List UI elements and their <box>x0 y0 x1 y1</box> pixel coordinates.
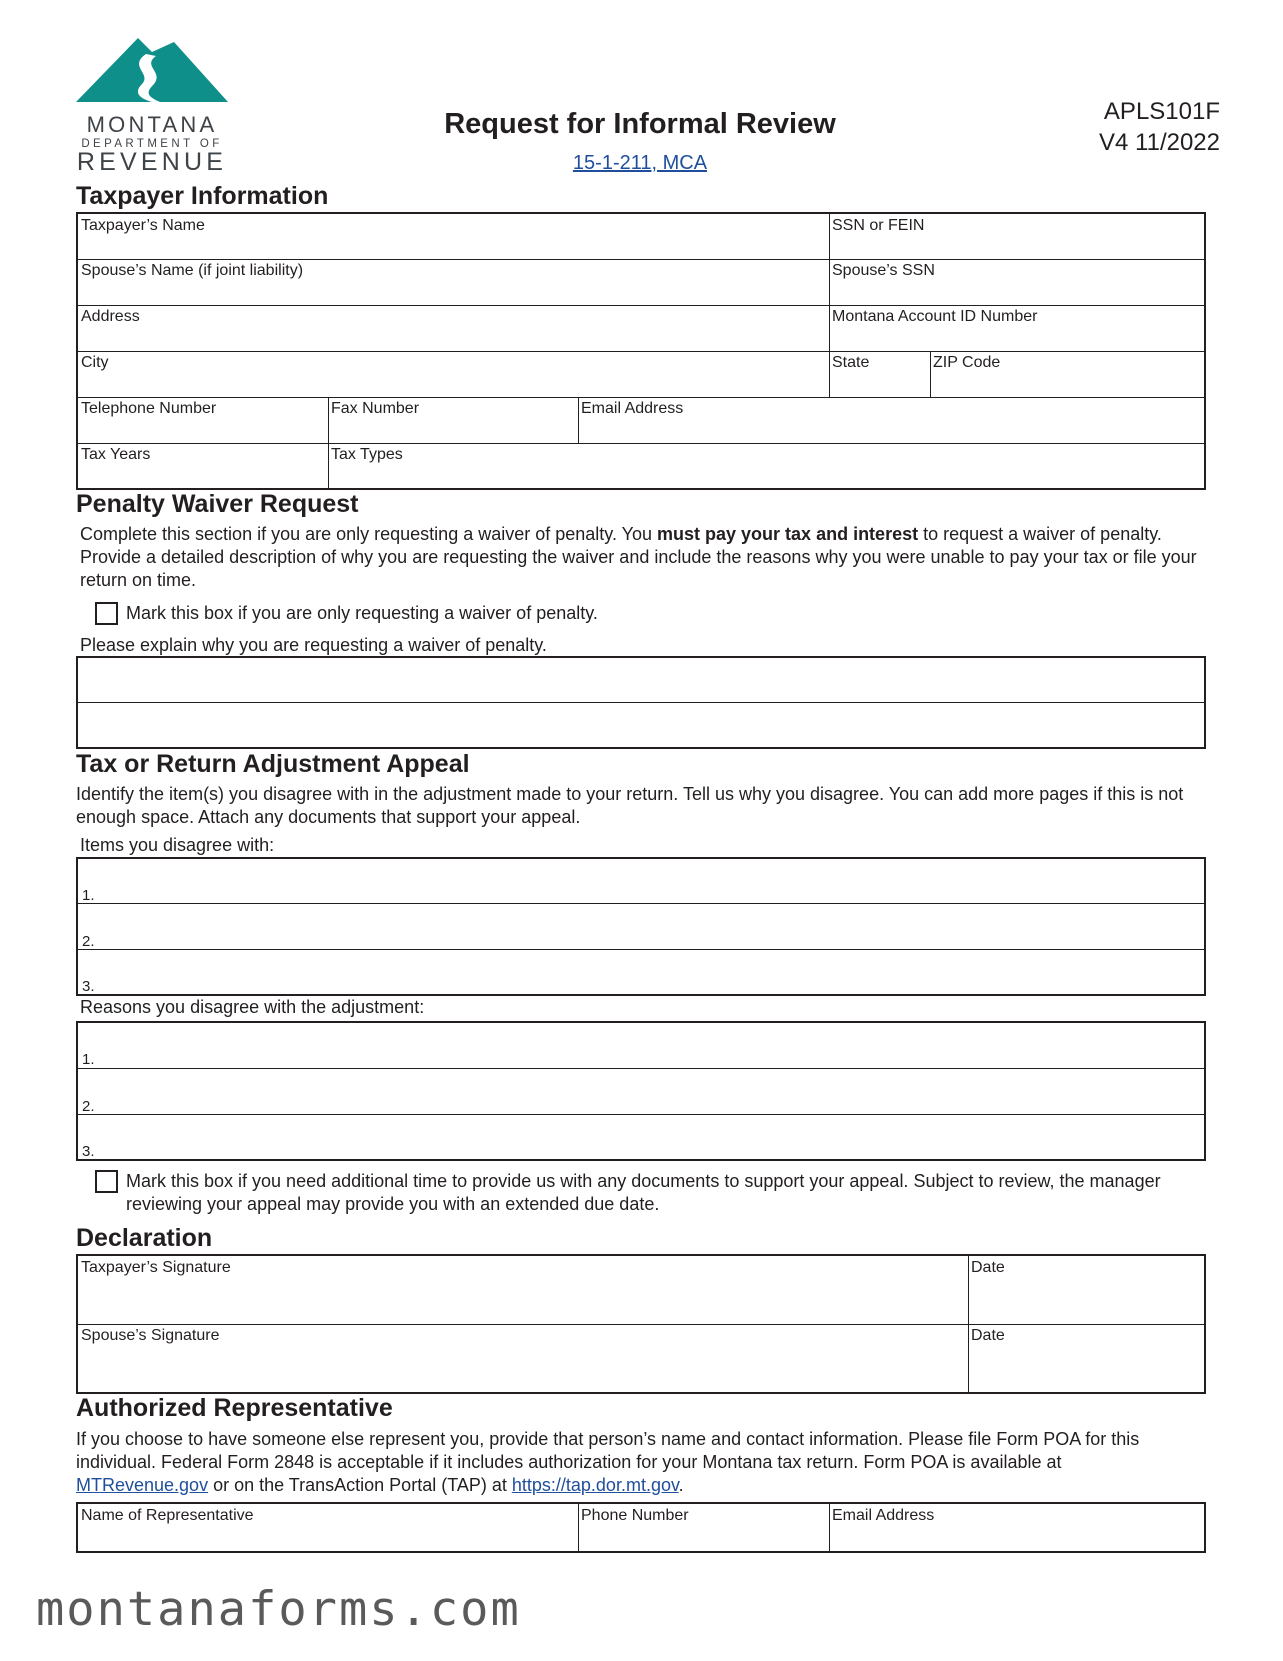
telephone-field[interactable] <box>78 397 328 443</box>
date-field-2[interactable] <box>968 1324 1204 1392</box>
taxpayer-name-field[interactable] <box>78 214 829 259</box>
state-field[interactable] <box>829 351 930 397</box>
logo-word-montana: MONTANA <box>86 112 218 137</box>
email-field[interactable] <box>578 397 1204 443</box>
penalty-explain-box[interactable] <box>76 656 1206 749</box>
taxpayer-signature-label: Taxpayer’s Signature <box>81 1259 231 1276</box>
address-field[interactable] <box>78 305 829 351</box>
section-heading-representative: Authorized Representative <box>76 1394 393 1422</box>
form-id-block <box>1040 96 1220 158</box>
account-id-field[interactable] <box>829 305 1204 351</box>
logo-word-department: DEPARTMENT OF <box>81 138 223 150</box>
tap-link[interactable]: https://tap.dor.mt.gov <box>511 1475 679 1495</box>
statute-link-wrap <box>400 152 880 175</box>
representative-intro-period: . <box>678 1475 684 1495</box>
account-id-label: Montana Account ID Number <box>832 308 1038 325</box>
taxpayer-signature-field[interactable] <box>78 1256 968 1324</box>
spouse-ssn-label: Spouse’s SSN <box>832 262 935 279</box>
taxpayer-name-label: Taxpayer’s Name <box>81 217 205 234</box>
form-version: V4 11/2022 <box>1099 129 1220 156</box>
additional-time-checkbox[interactable] <box>95 1170 118 1193</box>
representative-phone-label: Phone Number <box>581 1507 689 1524</box>
form-id: APLS101F <box>1103 98 1220 125</box>
page-title: Request for Informal Review <box>444 108 836 140</box>
representative-email-label: Email Address <box>832 1507 935 1524</box>
reason-number-3: 3. <box>82 1143 95 1160</box>
spouse-ssn-field[interactable] <box>829 259 1204 305</box>
address-label: Address <box>81 308 140 325</box>
items-label: Items you disagree with: <box>80 835 275 855</box>
state-label: State <box>832 354 870 371</box>
items-table[interactable] <box>76 857 1206 996</box>
statute-link[interactable]: 15-1-211, MCA <box>572 152 708 174</box>
fax-field[interactable] <box>328 397 578 443</box>
date-label-2: Date <box>971 1327 1005 1344</box>
representative-phone-field[interactable] <box>578 1504 829 1551</box>
additional-time-checkbox-label: Mark this box if you need additional time to provide us with any documents to support your appeal. Subject to review, the manager reviewing your appeal may provide you with an extended due date. <box>126 1171 1161 1214</box>
spouse-signature-label: Spouse’s Signature <box>81 1327 220 1344</box>
reason-number-2: 2. <box>82 1098 95 1115</box>
representative-name-field[interactable] <box>78 1504 578 1551</box>
date-field-1[interactable] <box>968 1256 1204 1324</box>
zip-label: ZIP Code <box>933 354 1001 371</box>
penalty-only-checkbox[interactable] <box>95 602 118 625</box>
item-number-1: 1. <box>82 887 95 904</box>
email-label: Email Address <box>581 400 684 417</box>
city-label: City <box>81 354 109 371</box>
declaration-table <box>76 1254 1206 1394</box>
watermark-text: montanaforms.com <box>36 1582 521 1637</box>
representative-intro-part1: If you choose to have someone else represent you, provide that person’s name and contact information. Please file Form POA for this individual. Federal Form 2848 is acceptable if it includes authorization for your Montana tax return. Form POA is available at <box>76 1429 1140 1472</box>
ssn-fein-label: SSN or FEIN <box>832 217 925 234</box>
tax-types-label: Tax Types <box>331 446 403 463</box>
representative-intro <box>76 1428 1186 1497</box>
taxpayer-info-table <box>76 212 1206 490</box>
reasons-table[interactable] <box>76 1021 1206 1161</box>
zip-field[interactable] <box>930 351 1204 397</box>
penalty-intro-part2: to request a waiver of penalty. Provide a detailed description of why you are requesting the waiver and include the reasons why you were unable to pay your tax or file your return on time. <box>80 524 1197 590</box>
ssn-fein-field[interactable] <box>829 214 1204 259</box>
representative-email-field[interactable] <box>829 1504 1204 1551</box>
fax-label: Fax Number <box>331 400 420 417</box>
section-heading-taxpayer: Taxpayer Information <box>76 182 329 210</box>
penalty-intro-part1: Complete this section if you are only requesting a waiver of penalty. You <box>80 524 658 544</box>
penalty-intro-bold: must pay your tax and interest <box>657 524 919 544</box>
appeal-intro: Identify the item(s) you disagree with in the adjustment made to your return. Tell us why you disagree. You can add more pages if this is not enough space. Attach any documents that support your appeal. <box>76 784 1184 827</box>
section-heading-appeal: Tax or Return Adjustment Appeal <box>76 750 470 778</box>
section-heading-declaration: Declaration <box>76 1224 213 1252</box>
logo-word-revenue: REVENUE <box>76 148 228 176</box>
telephone-label: Telephone Number <box>81 400 217 417</box>
representative-intro-part2: or on the TransAction Portal (TAP) at <box>208 1475 512 1495</box>
penalty-only-checkbox-label: Mark this box if you are only requesting a waiver of penalty. <box>126 603 598 623</box>
spouse-name-label: Spouse’s Name (if joint liability) <box>81 262 304 279</box>
mtrevenue-link[interactable]: MTRevenue.gov <box>76 1475 209 1495</box>
tax-years-field[interactable] <box>78 443 328 488</box>
representative-name-label: Name of Representative <box>81 1507 254 1524</box>
section-heading-penalty: Penalty Waiver Request <box>76 490 359 518</box>
city-field[interactable] <box>78 351 829 397</box>
montana-dor-logo <box>76 36 228 174</box>
spouse-signature-field[interactable] <box>78 1324 968 1392</box>
penalty-explain-label: Please explain why you are requesting a waiver of penalty. <box>80 635 547 655</box>
tax-years-label: Tax Years <box>81 446 151 463</box>
date-label-1: Date <box>971 1259 1005 1276</box>
reasons-label: Reasons you disagree with the adjustment: <box>80 997 425 1017</box>
spouse-name-field[interactable] <box>78 259 829 305</box>
item-number-2: 2. <box>82 933 95 950</box>
penalty-intro <box>80 523 1210 592</box>
reason-number-1: 1. <box>82 1051 95 1068</box>
tax-types-field[interactable] <box>328 443 1204 488</box>
item-number-3: 3. <box>82 978 95 995</box>
mountain-logo-icon <box>76 36 228 114</box>
representative-table <box>76 1502 1206 1553</box>
